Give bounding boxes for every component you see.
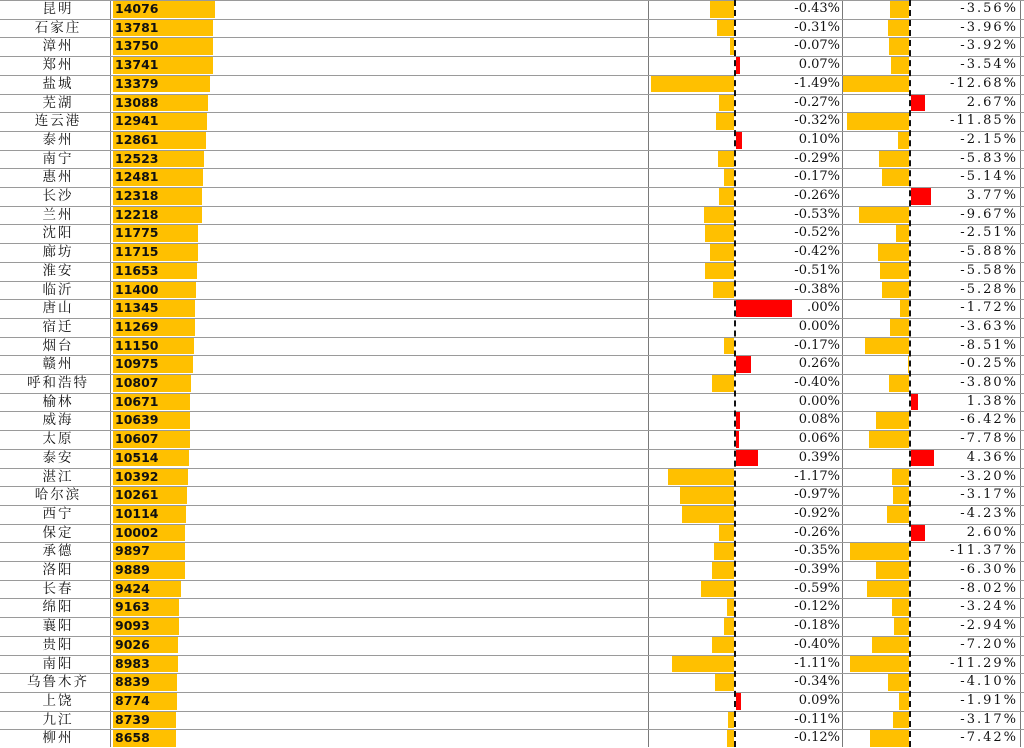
table-row (0, 281, 1024, 300)
mom-value: .00% (806, 300, 840, 316)
yoy-value: -11.37% (950, 543, 1018, 559)
table-row (0, 112, 1024, 131)
yoy-value: -3.56% (960, 1, 1018, 16)
yoy-bar (882, 282, 909, 299)
table-row (0, 393, 1024, 412)
city-name: 盐城 (42, 75, 74, 92)
mom-value: -0.31% (794, 19, 840, 35)
city-name: 漳州 (42, 38, 74, 55)
table-row (0, 673, 1024, 692)
table-row (0, 131, 1024, 150)
yoy-value: -12.68% (950, 75, 1018, 91)
price-value: 14076 (115, 1, 159, 16)
yoy-bar (869, 431, 909, 448)
price-value: 10261 (115, 487, 159, 503)
table-row (0, 598, 1024, 617)
yoy-value: -6.42% (960, 412, 1018, 428)
table-row (0, 580, 1024, 599)
yoy-bar (867, 581, 909, 598)
table-row (0, 505, 1024, 524)
yoy-value: -2.15% (960, 131, 1018, 147)
table-row (0, 636, 1024, 655)
mom-value: -0.35% (794, 543, 840, 559)
mom-value: -0.12% (794, 730, 840, 746)
city-name: 绵阳 (42, 599, 74, 616)
mom-value: -0.29% (794, 150, 840, 166)
city-name: 泰安 (42, 449, 74, 466)
yoy-bar (893, 712, 909, 729)
price-value: 12941 (115, 113, 159, 129)
yoy-bar (898, 132, 909, 149)
price-value: 10114 (115, 505, 159, 521)
price-value: 8658 (115, 730, 150, 746)
mom-value: 0.00% (798, 393, 840, 409)
price-value: 11150 (115, 337, 159, 353)
price-value: 10639 (115, 412, 159, 428)
mom-bar (724, 169, 734, 186)
yoy-value: 2.67% (966, 94, 1018, 110)
yoy-bar (889, 38, 909, 55)
table-row (0, 243, 1024, 262)
city-name: 承德 (42, 543, 74, 560)
price-value: 12318 (115, 188, 159, 203)
table-row (0, 486, 1024, 505)
price-value: 9424 (115, 580, 150, 596)
table-row (0, 299, 1024, 318)
yoy-bar (859, 207, 909, 224)
city-name: 柳州 (42, 730, 74, 747)
city-name: 兰州 (42, 206, 74, 223)
table-row (0, 430, 1024, 449)
price-value: 13379 (115, 75, 159, 91)
table-row (0, 411, 1024, 430)
mom-value: 0.07% (798, 57, 840, 73)
city-name: 石家庄 (34, 19, 82, 36)
yoy-bar (896, 225, 909, 242)
mom-bar (710, 1, 734, 18)
mom-value: -0.42% (794, 244, 840, 260)
yoy-bar (847, 113, 909, 130)
table-row (0, 729, 1024, 748)
table-row (0, 542, 1024, 561)
yoy-bar (878, 244, 909, 261)
yoy-value: -7.42% (960, 730, 1018, 746)
table-row (0, 37, 1024, 56)
city-name: 长沙 (42, 188, 74, 204)
yoy-bar (891, 57, 909, 74)
city-name: 榆林 (42, 393, 74, 410)
table-row (0, 337, 1024, 356)
yoy-value: -3.17% (960, 711, 1018, 727)
price-value: 11345 (115, 300, 159, 316)
city-name: 郑州 (42, 57, 74, 74)
yoy-bar (876, 412, 909, 429)
table-row (0, 468, 1024, 487)
price-value: 9026 (115, 636, 150, 652)
yoy-value: -11.29% (950, 655, 1018, 671)
table-row (0, 94, 1024, 113)
yoy-value: -9.67% (960, 206, 1018, 222)
yoy-bar (882, 169, 909, 186)
yoy-value: -3.17% (960, 487, 1018, 503)
mom-value: 0.10% (798, 131, 840, 147)
mom-bar (710, 244, 734, 261)
city-name: 连云港 (34, 113, 82, 130)
yoy-value: -4.23% (960, 505, 1018, 521)
yoy-value: -3.92% (960, 38, 1018, 54)
yoy-value: -2.51% (960, 225, 1018, 241)
price-value: 9897 (115, 543, 150, 559)
mom-bar (714, 543, 734, 560)
price-value: 12481 (115, 169, 159, 185)
mom-value: -0.17% (794, 169, 840, 185)
city-name: 西宁 (42, 505, 74, 522)
mom-bar (719, 188, 734, 205)
yoy-bar (894, 618, 909, 635)
yoy-value: -3.54% (960, 57, 1018, 73)
yoy-bar (865, 338, 909, 355)
yoy-value: 3.77% (966, 188, 1018, 203)
mom-bar (651, 76, 734, 93)
mom-zero-axis (734, 0, 736, 747)
price-value: 8983 (115, 655, 150, 671)
yoy-value: -6.30% (960, 562, 1018, 577)
mom-bar (719, 95, 734, 112)
mom-value: -0.27% (794, 94, 840, 110)
city-name: 烟台 (42, 337, 74, 354)
mom-bar (682, 506, 734, 523)
price-value: 13741 (115, 57, 159, 73)
mom-bar (704, 207, 734, 224)
yoy-value: -11.85% (950, 113, 1018, 129)
city-name: 威海 (42, 412, 74, 429)
mom-bar (724, 338, 734, 355)
price-value: 11653 (115, 262, 159, 278)
price-value: 12218 (115, 206, 159, 222)
table-row (0, 449, 1024, 468)
mom-value: -0.53% (794, 206, 840, 222)
yoy-value: -3.20% (960, 468, 1018, 484)
mom-bar (705, 225, 734, 242)
table-row (0, 224, 1024, 243)
price-value: 8839 (115, 674, 150, 690)
mom-bar (717, 20, 734, 37)
yoy-bar (888, 674, 909, 691)
mom-value: 0.08% (798, 412, 840, 428)
mom-value: -0.52% (794, 225, 840, 241)
city-name: 贵阳 (42, 636, 74, 653)
mom-value: -0.17% (794, 337, 840, 353)
yoy-bar (870, 730, 909, 747)
city-name: 长春 (42, 580, 74, 597)
city-name: 湛江 (42, 468, 74, 485)
mom-value: -0.26% (794, 524, 840, 540)
yoy-value: -1.72% (960, 300, 1018, 316)
yoy-value: -7.78% (960, 431, 1018, 447)
yoy-value: -2.94% (960, 618, 1018, 634)
table-row (0, 711, 1024, 730)
city-name: 九江 (42, 711, 74, 728)
yoy-value: -8.02% (960, 580, 1018, 596)
mom-value: -0.40% (794, 636, 840, 652)
city-name: 上饶 (42, 692, 74, 709)
mom-value: -1.17% (794, 468, 840, 484)
price-value: 9093 (115, 618, 150, 634)
yoy-bar (850, 656, 909, 673)
mom-value: -0.59% (794, 580, 840, 596)
city-name: 哈尔滨 (34, 487, 82, 504)
price-value: 10002 (115, 524, 159, 540)
yoy-value: -7.20% (960, 636, 1018, 652)
price-value: 10807 (115, 375, 159, 390)
mom-bar (716, 113, 734, 130)
city-name: 临沂 (42, 281, 74, 298)
price-value: 11269 (115, 318, 159, 334)
yoy-bar (899, 693, 909, 710)
price-value: 11775 (115, 225, 159, 241)
city-name: 宿迁 (42, 318, 74, 335)
mom-bar (727, 599, 734, 616)
mom-value: -0.11% (794, 711, 840, 727)
yoy-value: 1.38% (966, 393, 1018, 409)
price-value: 12523 (115, 150, 159, 166)
mom-bar (668, 469, 734, 486)
table-row (0, 524, 1024, 543)
table-row (0, 655, 1024, 674)
mom-value: -0.39% (794, 562, 840, 577)
mom-bar (713, 282, 734, 299)
mom-value: -0.97% (794, 487, 840, 503)
table-row (0, 0, 1024, 19)
mom-value: 0.00% (798, 318, 840, 334)
table-row (0, 617, 1024, 636)
yoy-bar (890, 319, 909, 336)
mom-value: -0.12% (794, 599, 840, 615)
price-value: 9889 (115, 562, 150, 577)
mom-bar (701, 581, 734, 598)
yoy-bar (887, 506, 909, 523)
mom-bar (672, 656, 734, 673)
city-name: 廊坊 (42, 244, 74, 261)
city-name: 南阳 (42, 655, 74, 672)
city-name: 呼和浩特 (27, 375, 89, 391)
table-row (0, 561, 1024, 580)
mom-value: 0.09% (798, 692, 840, 708)
yoy-bar (880, 263, 909, 280)
city-name: 沈阳 (42, 225, 74, 242)
yoy-value: -5.28% (960, 281, 1018, 297)
mom-value: 0.26% (798, 356, 840, 372)
table-row (0, 150, 1024, 169)
table-row (0, 318, 1024, 337)
mom-value: -0.92% (794, 505, 840, 521)
mom-value: 0.06% (798, 431, 840, 447)
table-row (0, 187, 1024, 206)
mom-bar (712, 562, 734, 579)
table-row (0, 168, 1024, 187)
yoy-value: -5.88% (960, 244, 1018, 260)
mom-value: -0.51% (794, 262, 840, 278)
table-row (0, 692, 1024, 711)
table-row (0, 355, 1024, 374)
price-value: 11715 (115, 244, 159, 260)
yoy-bar (889, 375, 909, 392)
price-value: 9163 (115, 599, 150, 615)
yoy-value: -3.80% (960, 375, 1018, 390)
mom-value: -1.11% (794, 655, 840, 671)
city-name: 乌鲁木齐 (27, 674, 89, 691)
city-name: 南宁 (42, 150, 74, 167)
price-value: 10607 (115, 431, 159, 447)
yoy-value: -4.10% (960, 674, 1018, 690)
yoy-value: 4.36% (966, 449, 1018, 465)
price-value: 13088 (115, 94, 159, 110)
table-row (0, 262, 1024, 281)
mom-value: -0.32% (794, 113, 840, 129)
city-name: 洛阳 (42, 562, 74, 578)
table-row (0, 56, 1024, 75)
mom-value: -0.38% (794, 281, 840, 297)
yoy-bar (893, 487, 909, 504)
mom-bar (712, 375, 734, 392)
price-value: 12861 (115, 131, 159, 147)
yoy-bar (879, 151, 909, 168)
yoy-value: -3.24% (960, 599, 1018, 615)
yoy-value: -8.51% (960, 337, 1018, 353)
yoy-zero-axis (909, 0, 911, 747)
city-name: 惠州 (42, 169, 74, 186)
yoy-value: 2.60% (966, 524, 1018, 540)
mom-value: -0.07% (794, 38, 840, 54)
mom-bar (715, 674, 734, 691)
yoy-bar (850, 543, 909, 560)
city-name: 赣州 (42, 356, 74, 373)
mom-value: -0.26% (794, 188, 840, 203)
city-name: 太原 (42, 431, 74, 448)
mom-bar (727, 730, 734, 747)
price-value: 10392 (115, 468, 159, 484)
table-row (0, 75, 1024, 94)
yoy-bar (888, 20, 909, 37)
yoy-bar (872, 637, 909, 654)
price-value: 8739 (115, 711, 150, 727)
price-value: 10671 (115, 393, 159, 409)
price-value: 10975 (115, 356, 159, 372)
table-row (0, 206, 1024, 225)
yoy-value: -0.25% (960, 356, 1018, 372)
mom-value: 0.39% (798, 449, 840, 465)
mom-bar (705, 263, 734, 280)
city-name: 泰州 (42, 131, 74, 148)
mom-value: -0.18% (794, 618, 840, 634)
yoy-bar (900, 300, 909, 317)
yoy-value: -5.14% (960, 169, 1018, 185)
price-value: 11400 (115, 281, 159, 297)
city-name: 芜湖 (42, 94, 74, 111)
mom-bar (719, 525, 734, 542)
mom-bar (680, 487, 734, 504)
yoy-value: -5.83% (960, 150, 1018, 166)
yoy-value: -3.96% (960, 19, 1018, 35)
mom-bar (724, 618, 734, 635)
mom-value: -0.43% (794, 1, 840, 16)
yoy-bar (876, 562, 909, 579)
price-value: 10514 (115, 449, 159, 465)
price-value: 8774 (115, 692, 150, 708)
city-name: 昆明 (42, 1, 74, 17)
price-value: 13750 (115, 38, 159, 54)
yoy-value: -5.58% (960, 262, 1018, 278)
mom-value: -0.34% (794, 674, 840, 690)
mom-value: -0.40% (794, 375, 840, 390)
mom-bar (718, 151, 734, 168)
city-name: 保定 (42, 524, 74, 541)
yoy-bar (843, 76, 909, 93)
yoy-bar (890, 1, 909, 18)
mom-bar (712, 637, 734, 654)
table-row (0, 374, 1024, 393)
city-name: 襄阳 (42, 618, 74, 635)
mom-value: -1.49% (794, 75, 840, 91)
city-name: 唐山 (42, 300, 74, 317)
yoy-bar (892, 469, 909, 486)
yoy-value: -3.63% (960, 318, 1018, 334)
table-row (0, 19, 1024, 38)
price-value: 13781 (115, 19, 159, 35)
city-name: 淮安 (42, 262, 74, 279)
yoy-value: -1.91% (960, 692, 1018, 708)
yoy-bar (892, 599, 909, 616)
